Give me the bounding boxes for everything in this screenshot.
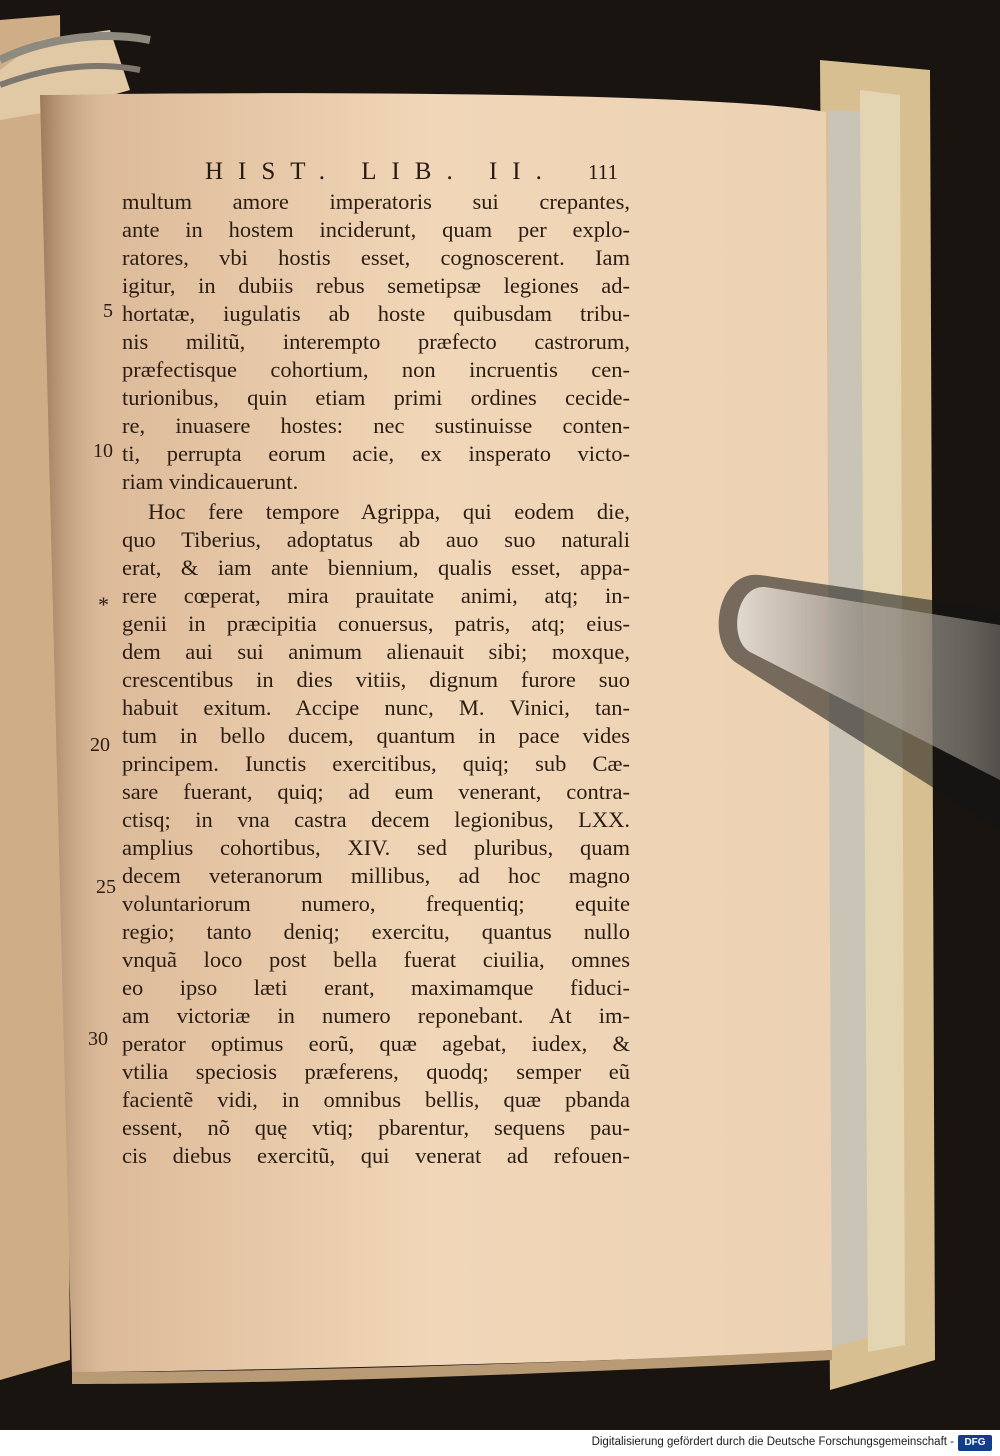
text-line: dem aui sui animum alienauit sibi; moxque, — [122, 639, 630, 664]
text-line: habuit exitum. Accipe nunc, M. Vinici, tan- — [122, 695, 630, 720]
text-line: sare fuerant, quiq; ad eum venerant, contra- — [122, 779, 630, 804]
text-line: ctisq; in vna castra decem legionibus, LXX. — [122, 807, 630, 832]
text-line: quo Tiberius, adoptatus ab auo suo naturali — [122, 527, 630, 552]
text-line: facientẽ vidi, in omnibus bellis, quæ pbanda — [122, 1087, 630, 1112]
funding-notice: Digitalisierung gefördert durch die Deutsche Forschungsgemeinschaft - — [591, 1436, 954, 1448]
text-line: vtilia speciosis præferens, quodq; semper eũ — [122, 1059, 630, 1084]
text-line: igitur, in dubiis rebus semetipsæ legiones ad- — [122, 273, 630, 298]
text-line: nis militũ, interempto præfecto castrorum, — [122, 329, 630, 354]
line-number-20: 20 — [90, 734, 110, 756]
text-line: hortatæ, iugulatis ab hoste quibusdam tribu- — [122, 301, 630, 326]
text-line: voluntariorum numero, frequentiq; equite — [122, 891, 630, 916]
text-line: perator optimus eorũ, quæ agebat, iudex, & — [122, 1031, 630, 1056]
text-line: ratores, vbi hostis esset, cognoscerent. Iam — [122, 245, 630, 270]
text-line: rere cœperat, mira prauitate animi, atq; in- — [122, 583, 630, 608]
text-line: turionibus, quin etiam primi ordines cecide- — [122, 385, 630, 410]
text-line: eo ipso læti erant, maximamque fiduci- — [122, 975, 630, 1000]
margin-asterisk: * — [98, 592, 109, 617]
line-number-25: 25 — [96, 876, 116, 898]
text-line: am victoriæ in numero reponebant. At im- — [122, 1003, 630, 1028]
text-line: regio; tanto deniq; exercitu, quantus nullo — [122, 919, 630, 944]
dfg-logo: DFG — [958, 1435, 992, 1451]
text-line: re, inuasere hostes: nec sustinuisse conten- — [122, 413, 630, 438]
text-line: vnquã loco post bella fuerat ciuilia, omnes — [122, 947, 630, 972]
text-line: ante in hostem inciderunt, quam per explo- — [122, 217, 630, 242]
text-line: genii in præcipitia conuersus, patris, atq; eius- — [122, 611, 630, 636]
text-line: ti, perrupta eorum acie, ex insperato victo- — [122, 441, 630, 466]
text-line: erat, & iam ante biennium, qualis esset, appa- — [122, 555, 630, 580]
text-line: decem veteranorum millibus, ad hoc magno — [122, 863, 630, 888]
line-number-5: 5 — [103, 300, 113, 322]
line-number-30: 30 — [88, 1028, 108, 1050]
text-line: præfectisque cohortium, non incruentis cen- — [122, 357, 630, 382]
text-line: principem. Iunctis exercitibus, quiq; sub Cæ- — [122, 751, 630, 776]
text-line: essent, nõ quę vtiq; pbarentur, sequens pau- — [122, 1115, 630, 1140]
text-line: amplius cohortibus, XIV. sed pluribus, quam — [122, 835, 630, 860]
folio-number: 111 — [588, 160, 618, 184]
text-line: tum in bello ducem, quantum in pace vides — [122, 723, 630, 748]
text-line: Hoc fere tempore Agrippa, qui eodem die, — [148, 499, 630, 524]
text-line: riam vindicauerunt. — [122, 469, 299, 494]
text-line: cis diebus exercitũ, qui venerat ad refouen- — [122, 1143, 630, 1168]
running-title: HIST. LIB. II. — [205, 158, 557, 185]
text-line: crescentibus in dies vitiis, dignum furore suo — [122, 667, 630, 692]
text-line: multum amore imperatoris sui crepantes, — [122, 189, 630, 214]
line-number-10: 10 — [93, 440, 113, 462]
